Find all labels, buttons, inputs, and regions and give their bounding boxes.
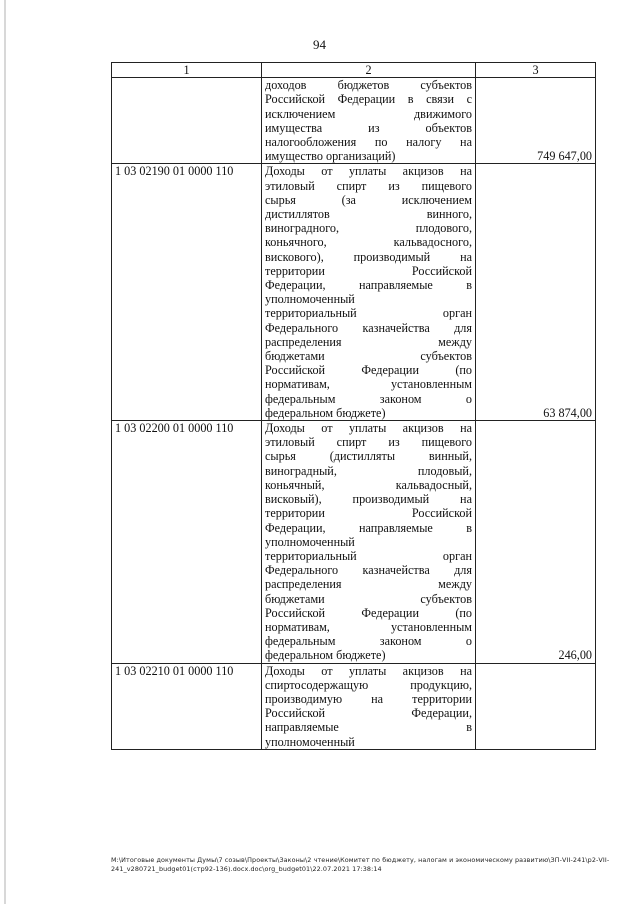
scan-spine-shadow (4, 0, 6, 904)
description-line: Доходы от уплаты акцизов на (265, 164, 472, 179)
table-row (112, 663, 596, 749)
amount-cell: 246,00 (476, 421, 596, 663)
description-line: сырья (за исключением (265, 192, 472, 207)
description-line: территориальный орган (265, 548, 472, 563)
description-line: федеральном бюджете) (265, 405, 386, 420)
description-line: федеральным законом о (265, 634, 472, 649)
description-line: Доходы от уплаты акцизов на (265, 421, 472, 436)
description-line: производимую на территории (265, 691, 472, 706)
description-line: нормативам, установленным (265, 619, 472, 634)
description-line: Федерального казначейства для (265, 563, 472, 578)
column-header-2: 2 (262, 63, 476, 78)
table-row (112, 78, 596, 164)
description-line: уполномоченный (265, 734, 355, 749)
page-number: 94 (313, 37, 326, 52)
description-line: сырья (дистилляты винный, (265, 449, 472, 464)
table-row (112, 164, 596, 421)
description-line: Российской Федерации в связи с (265, 92, 472, 107)
footer-line: M:\Итоговые документы Думы\7 созыв\Проекты\Законы\2 чтение\Комитет по бюджету, налогам и экономическому развитию\ЗП-VII-241\р2-VII- (111, 856, 610, 864)
description-line: имущество организаций) (265, 149, 396, 164)
amount-cell: 63 874,00 (476, 164, 596, 421)
column-header-1: 1 (112, 63, 262, 78)
description-line: федеральным законом о (265, 391, 472, 406)
revenue-description-cell (262, 164, 476, 421)
description-line: этиловый спирт из пищевого (265, 435, 472, 450)
description-line: вискового), производимый на (265, 249, 472, 264)
description-line: этиловый спирт из пищевого (265, 178, 472, 193)
table-header-row (112, 63, 596, 78)
description-line: нормативам, установленным (265, 377, 472, 392)
description-line: бюджетами субъектов (265, 591, 472, 606)
table-row (112, 421, 596, 663)
description-line: территориальный орган (265, 306, 472, 321)
description-line: налогообложения по налогу на (265, 135, 472, 150)
description-line: Российской Федерации (по (265, 363, 472, 378)
description-line: распределения между (265, 334, 472, 349)
description-line: бюджетами субъектов (265, 349, 472, 364)
description-line: уполномоченный (265, 534, 355, 549)
description-line: распределения между (265, 577, 472, 592)
description-line: направляемые в (265, 720, 472, 735)
amount-cell (476, 663, 596, 749)
description-line: Федерации, направляемые в (265, 520, 472, 535)
revenue-description-cell (262, 78, 476, 164)
description-line: исключением движимого (265, 106, 472, 121)
description-line: Российской Федерации, (265, 706, 472, 721)
revenue-code-cell: 1 03 02210 01 0000 110 (112, 663, 262, 749)
revenue-description-cell (262, 663, 476, 749)
revenue-code-cell: 1 03 02190 01 0000 110 (112, 164, 262, 421)
description-line: федеральном бюджете) (265, 648, 386, 663)
description-line: Российской Федерации (по (265, 605, 472, 620)
description-line: Доходы от уплаты акцизов на (265, 663, 472, 678)
description-line: висковый), производимый на (265, 492, 472, 507)
description-line: коньячный, кальвадосный, (265, 477, 472, 492)
description-line: территории Российской (265, 263, 472, 278)
revenue-code-cell (112, 78, 262, 164)
description-line: территории Российской (265, 506, 472, 521)
description-line: виноградный, плодовый, (265, 463, 472, 478)
revenue-description-cell (262, 421, 476, 663)
description-line: виноградного, плодового, (265, 221, 472, 236)
description-line: уполномоченный (265, 292, 355, 307)
footer-line: 241_v280721_budget01(стр92-136).docx.doc\org_budget01\22.07.2021 17:38:14 (111, 865, 382, 873)
file-path-footer (111, 856, 611, 874)
description-line: дистиллятов винного, (265, 207, 472, 222)
description-line: доходов бюджетов субъектов (265, 78, 472, 93)
amount-cell: 749 647,00 (476, 78, 596, 164)
budget-table (111, 62, 596, 750)
description-line: имущества из объектов (265, 120, 472, 135)
description-line: спиртосодержащую продукцию, (265, 677, 472, 692)
revenue-code-cell: 1 03 02200 01 0000 110 (112, 421, 262, 663)
description-line: Федерации, направляемые в (265, 278, 472, 293)
description-line: Федерального казначейства для (265, 320, 472, 335)
description-line: коньячного, кальвадосного, (265, 235, 472, 250)
column-header-3: 3 (476, 63, 596, 78)
